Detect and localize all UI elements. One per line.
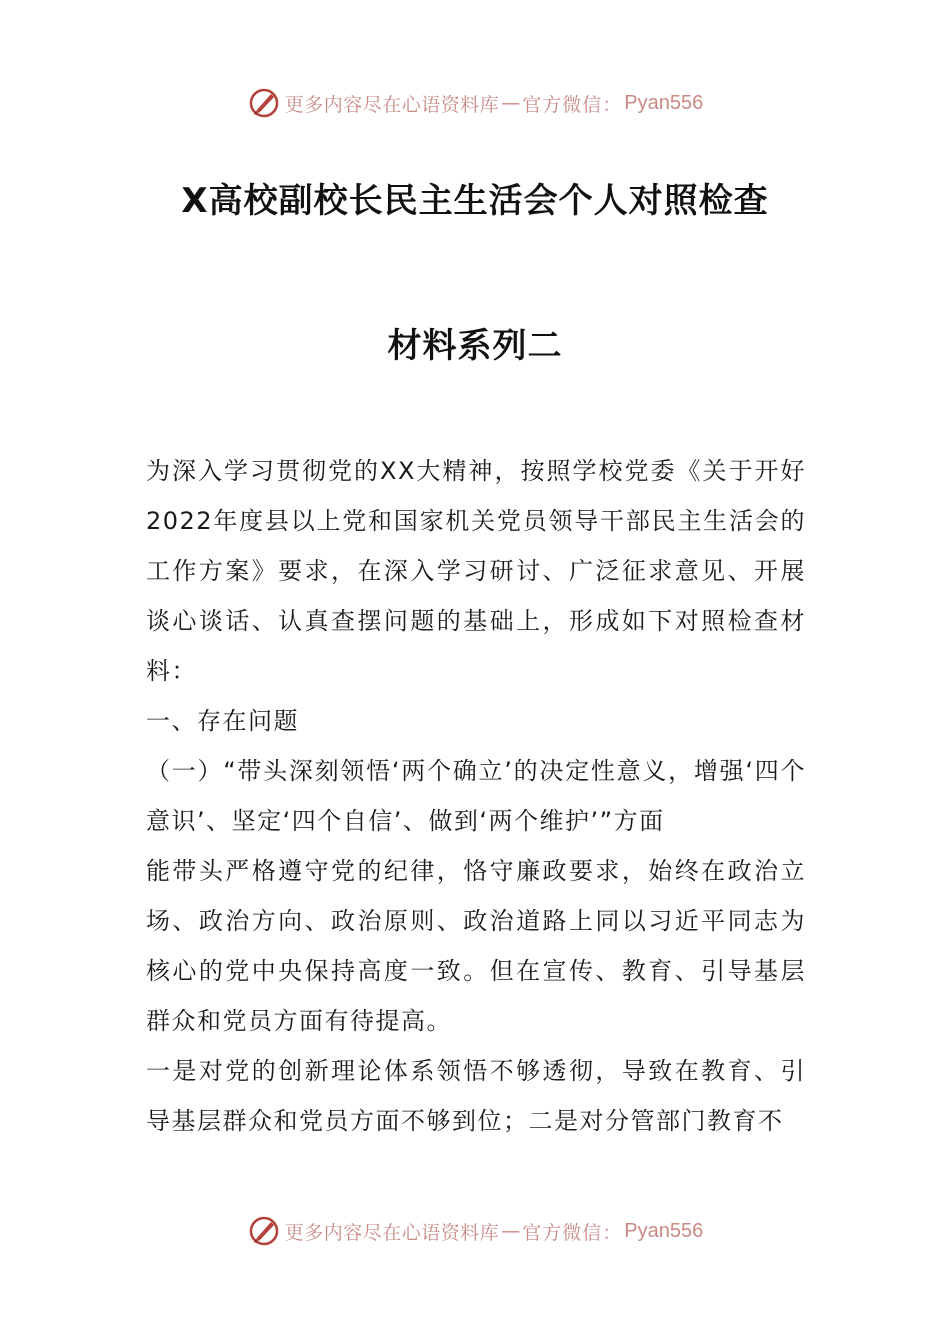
document-title-line-1: X高校副校长民主生活会个人对照检查: [181, 181, 769, 221]
footer-watermark: [0, 1211, 950, 1251]
body-paragraph: 能带头严格遵守党的纪律，恪守廉政要求，始终在政治立场、政治方向、政治原则、政治道路上同以习近平同志为核心的党中央保持高度一致。但在宣传、教育、引导基层群众和党员方面有待提高。: [146, 857, 806, 1035]
watermark-brand: 更多内容尽在心语资料库: [284, 93, 500, 116]
pen-logo-icon: [247, 86, 281, 120]
header-watermark: [0, 83, 950, 123]
watermark-separator: —: [501, 1220, 521, 1242]
intro-paragraph: 为深入学习贯彻党的XX大精神，按照学校党委《关于开好2022年度县以上党和国家机关党员领导干部民主生活会的工作方案》要求，在深入学习研讨、广泛征求意见、开展谈心谈话、认真查摆问题的基础上，形成如下对照检查材料：: [146, 457, 806, 685]
pen-logo-icon: [247, 1214, 281, 1248]
watermark-brand: 更多内容尽在心语资料库: [284, 1221, 500, 1244]
watermark-label: 官方微信：: [522, 1221, 623, 1244]
document-body: [146, 446, 806, 1146]
watermark-handle: Pyan556: [624, 91, 704, 114]
watermark-label: 官方微信：: [522, 93, 623, 116]
subsection-heading: （一）“带头深刻领悟‘两个确立’的决定性意义，增强‘四个意识’、坚定‘四个自信’、做到‘两个维护’”方面: [146, 757, 806, 835]
section-heading: 一、存在问题: [146, 707, 299, 735]
body-paragraph: 一是对党的创新理论体系领悟不够透彻，导致在教育、引导基层群众和党员方面不够到位；二是对分管部门教育不: [146, 1057, 806, 1135]
document-title-line-2: 材料系列二: [387, 326, 563, 366]
watermark-handle: Pyan556: [624, 1219, 704, 1242]
watermark-separator: —: [501, 92, 521, 114]
